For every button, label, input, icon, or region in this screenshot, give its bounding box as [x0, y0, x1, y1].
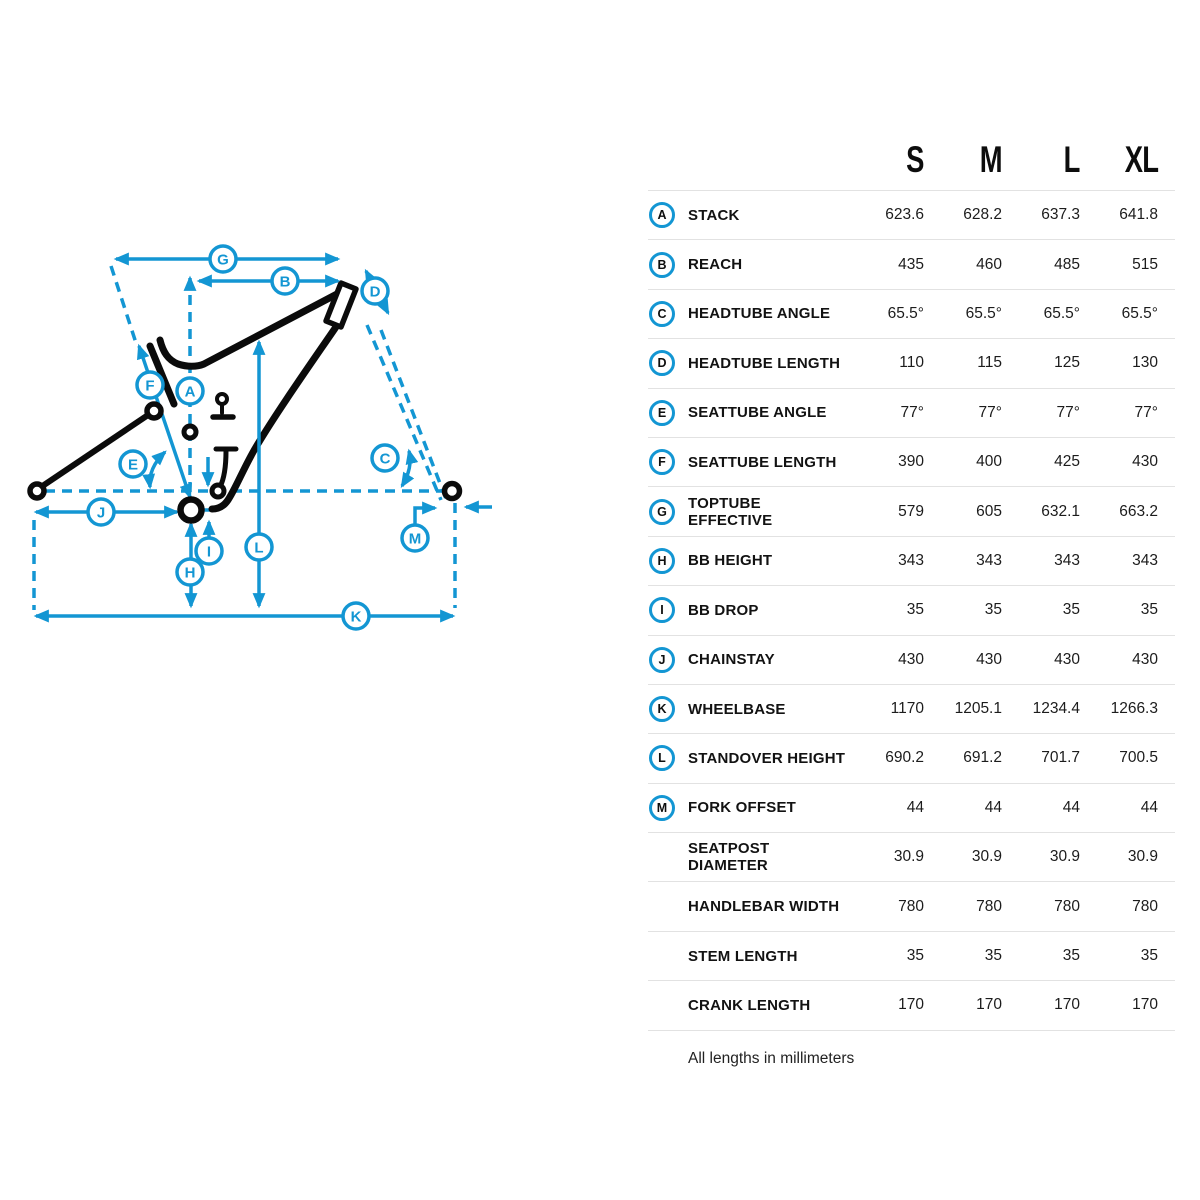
row-value: 690.2 — [885, 749, 924, 767]
row-value: 110 — [899, 354, 924, 372]
row-badge-cell — [648, 449, 688, 475]
row-value: 701.7 — [1041, 749, 1080, 767]
row-label: SEATTUBE LENGTH — [688, 453, 837, 471]
table-row — [648, 388, 1175, 437]
row-label: SEATTUBE ANGLE — [688, 404, 827, 422]
row-badge-cell — [648, 202, 688, 228]
row-value: 515 — [1132, 255, 1158, 273]
row-value: 65.5° — [1121, 304, 1158, 322]
svg-text:H: H — [184, 564, 196, 582]
svg-text:C: C — [379, 450, 391, 468]
row-value: 35 — [984, 947, 1002, 965]
row-letter: M — [656, 800, 668, 815]
row-label: TOPTUBE EFFECTIVE — [688, 494, 773, 529]
units-footnote: All lengths in millimeters — [688, 1049, 855, 1067]
row-value: 641.8 — [1119, 206, 1158, 224]
row-value: 130 — [1132, 354, 1158, 372]
row-value: 460 — [976, 255, 1002, 273]
row-value: 400 — [976, 453, 1002, 471]
row-value: 35 — [984, 601, 1002, 619]
chainstay-pivot — [212, 485, 224, 497]
row-value: 780 — [976, 897, 1002, 915]
svg-text:I: I — [206, 543, 212, 561]
row-value: 30.9 — [971, 848, 1002, 866]
row-label: SEATPOST DIAMETER — [688, 840, 770, 875]
row-value: 343 — [976, 551, 1002, 569]
bottom-bracket — [181, 500, 202, 521]
row-value: 30.9 — [1049, 848, 1080, 866]
row-value: 77° — [1134, 403, 1158, 421]
size-column-xl: XL — [1124, 139, 1158, 180]
row-value: 780 — [1054, 897, 1080, 915]
row-letter-badge — [649, 252, 675, 278]
row-letter-badge — [649, 202, 675, 228]
row-value: 125 — [1054, 354, 1080, 372]
diagram-marker-d — [362, 278, 388, 304]
row-letter: C — [657, 306, 667, 321]
link-pivot — [184, 426, 196, 438]
row-letter-badge — [649, 499, 675, 525]
row-value: 1266.3 — [1110, 700, 1158, 718]
table-row — [648, 832, 1175, 881]
row-label: STACK — [688, 206, 740, 224]
size-column-s: S — [906, 139, 924, 180]
row-badge-cell — [648, 943, 688, 969]
row-value: 44 — [984, 798, 1002, 816]
svg-text:J: J — [96, 504, 106, 522]
size-header-row — [648, 128, 1175, 190]
diagram-marker-e — [120, 451, 146, 477]
row-letter: I — [660, 603, 664, 618]
table-row — [648, 733, 1175, 782]
row-value: 1205.1 — [954, 700, 1002, 718]
svg-text:A: A — [184, 383, 196, 401]
diagram-marker-i — [196, 538, 222, 564]
row-badge-cell — [648, 400, 688, 426]
row-value: 1170 — [890, 700, 924, 718]
seattube-axis-extension — [111, 266, 136, 343]
row-letter: B — [657, 257, 667, 272]
measure-forkoffset-m — [415, 508, 435, 526]
table-row — [648, 536, 1175, 585]
row-value: 35 — [1140, 601, 1158, 619]
svg-text:B: B — [279, 273, 291, 291]
row-letter-badge — [649, 449, 675, 475]
row-letter: H — [657, 553, 667, 568]
table-row — [648, 239, 1175, 288]
table-row — [648, 437, 1175, 486]
row-letter: A — [657, 208, 667, 223]
row-value: 1234.4 — [1032, 700, 1080, 718]
diagram-marker-c — [372, 445, 398, 471]
table-row — [648, 980, 1175, 1029]
row-letter-badge — [649, 745, 675, 771]
svg-text:K: K — [350, 608, 362, 626]
row-badge-cell — [648, 350, 688, 376]
row-value: 637.3 — [1041, 206, 1080, 224]
row-badge-cell — [648, 696, 688, 722]
row-letter-badge — [649, 350, 675, 376]
row-letter-badge — [649, 696, 675, 722]
row-letter: E — [657, 405, 667, 420]
diagram-marker-m — [402, 525, 428, 551]
row-value: 65.5° — [965, 304, 1002, 322]
top-tube — [160, 294, 337, 366]
row-value: 485 — [1054, 255, 1080, 273]
row-value: 35 — [1062, 947, 1080, 965]
diagram-marker-h — [177, 559, 203, 585]
steering-axis-1 — [367, 325, 441, 500]
row-badge-cell — [648, 844, 688, 870]
table-row — [648, 190, 1175, 239]
table-row — [648, 289, 1175, 338]
diagram-marker-b — [272, 268, 298, 294]
row-badge-cell — [648, 548, 688, 574]
row-letter-badge — [649, 795, 675, 821]
row-letter-badge — [649, 647, 675, 673]
row-badge-cell — [648, 992, 688, 1018]
row-label: CRANK LENGTH — [688, 996, 811, 1014]
row-letter: D — [657, 356, 667, 371]
geometry-rows — [648, 190, 1175, 1031]
head-tube — [326, 283, 356, 327]
row-value: 77° — [1056, 403, 1080, 421]
seatstay-pivot — [147, 404, 161, 418]
row-letter: L — [658, 751, 666, 766]
table-row — [648, 486, 1175, 535]
row-value: 430 — [1132, 650, 1158, 668]
geometry-table — [648, 128, 1175, 1068]
row-value: 700.5 — [1119, 749, 1158, 767]
row-label: HEADTUBE LENGTH — [688, 354, 841, 372]
row-value: 780 — [1132, 897, 1158, 915]
seattube-angle-arc-e — [150, 452, 165, 487]
row-badge-cell — [648, 745, 688, 771]
row-value: 430 — [976, 650, 1002, 668]
row-value: 35 — [906, 601, 924, 619]
row-letter: J — [658, 652, 666, 667]
svg-text:D: D — [369, 283, 381, 301]
row-value: 435 — [898, 255, 924, 273]
table-row — [648, 783, 1175, 832]
row-letter: K — [657, 702, 667, 717]
diagram-marker-j — [88, 499, 114, 525]
row-value: 35 — [1140, 947, 1158, 965]
table-row — [648, 635, 1175, 684]
row-value: 65.5° — [1043, 304, 1080, 322]
row-value: 430 — [898, 650, 924, 668]
row-badge-cell — [648, 795, 688, 821]
diagram-marker-f — [137, 372, 163, 398]
row-label: CHAINSTAY — [688, 651, 775, 669]
row-value: 44 — [1140, 798, 1158, 816]
row-label: STANDOVER HEIGHT — [688, 749, 846, 767]
row-value: 632.1 — [1041, 502, 1080, 520]
row-label: REACH — [688, 256, 743, 274]
row-value: 579 — [898, 502, 924, 520]
row-letter-badge — [649, 301, 675, 327]
diagram-marker-g — [210, 246, 236, 272]
svg-text:F: F — [145, 377, 155, 395]
row-value: 44 — [906, 798, 924, 816]
row-value: 605 — [976, 502, 1002, 520]
row-label: STEM LENGTH — [688, 947, 798, 965]
rear-axle — [30, 484, 44, 498]
row-value: 115 — [977, 354, 1002, 372]
row-value: 170 — [976, 996, 1002, 1014]
row-label: BB DROP — [688, 601, 759, 619]
diagram-marker-l — [246, 534, 272, 560]
row-value: 390 — [898, 453, 924, 471]
row-value: 44 — [1062, 798, 1080, 816]
row-value: 77° — [900, 403, 924, 421]
row-label: BB HEIGHT — [688, 552, 773, 570]
row-letter-badge — [649, 597, 675, 623]
steering-axis-2 — [381, 330, 446, 499]
table-row — [648, 684, 1175, 733]
diagram-marker-a — [177, 378, 203, 404]
diagram-marker-k — [343, 603, 369, 629]
svg-text:M: M — [408, 530, 422, 548]
row-badge-cell — [648, 597, 688, 623]
row-value: 691.2 — [963, 749, 1002, 767]
row-value: 170 — [1054, 996, 1080, 1014]
row-value: 30.9 — [893, 848, 924, 866]
table-row — [648, 585, 1175, 634]
row-label: WHEELBASE — [688, 700, 786, 718]
row-letter: G — [657, 504, 667, 519]
svg-text:G: G — [217, 251, 229, 269]
row-value: 663.2 — [1119, 502, 1158, 520]
row-badge-cell — [648, 647, 688, 673]
row-value: 77° — [978, 403, 1002, 421]
size-column-m: M — [979, 139, 1002, 180]
svg-text:L: L — [254, 539, 264, 557]
svg-text:E: E — [127, 456, 139, 474]
seatpost-icon-shaft — [220, 451, 226, 487]
row-label: HANDLEBAR WIDTH — [688, 898, 840, 916]
row-label: HEADTUBE ANGLE — [688, 305, 831, 323]
row-badge-cell — [648, 894, 688, 920]
row-badge-cell — [648, 252, 688, 278]
front-axle — [445, 484, 460, 499]
row-letter: F — [658, 455, 666, 470]
row-value: 343 — [1132, 551, 1158, 569]
row-value: 170 — [898, 996, 924, 1014]
row-badge-cell — [648, 301, 688, 327]
table-row — [648, 931, 1175, 980]
row-value: 430 — [1132, 453, 1158, 471]
row-value: 780 — [898, 897, 924, 915]
row-badge-cell — [648, 499, 688, 525]
row-letter-badge — [649, 400, 675, 426]
size-column-l: L — [1064, 139, 1080, 180]
row-value: 623.6 — [885, 206, 924, 224]
row-value: 628.2 — [963, 206, 1002, 224]
table-row — [648, 881, 1175, 930]
row-value: 343 — [898, 551, 924, 569]
row-letter-badge — [649, 548, 675, 574]
row-value: 30.9 — [1127, 848, 1158, 866]
row-value: 170 — [1132, 996, 1158, 1014]
construction-lines — [34, 266, 455, 610]
row-value: 35 — [906, 947, 924, 965]
row-value: 35 — [1062, 601, 1080, 619]
headtube-angle-arc-c — [402, 451, 410, 486]
row-value: 430 — [1054, 650, 1080, 668]
row-value: 65.5° — [887, 304, 924, 322]
row-value: 425 — [1054, 453, 1080, 471]
table-row — [648, 338, 1175, 387]
row-label: FORK OFFSET — [688, 799, 797, 817]
row-value: 343 — [1054, 551, 1080, 569]
